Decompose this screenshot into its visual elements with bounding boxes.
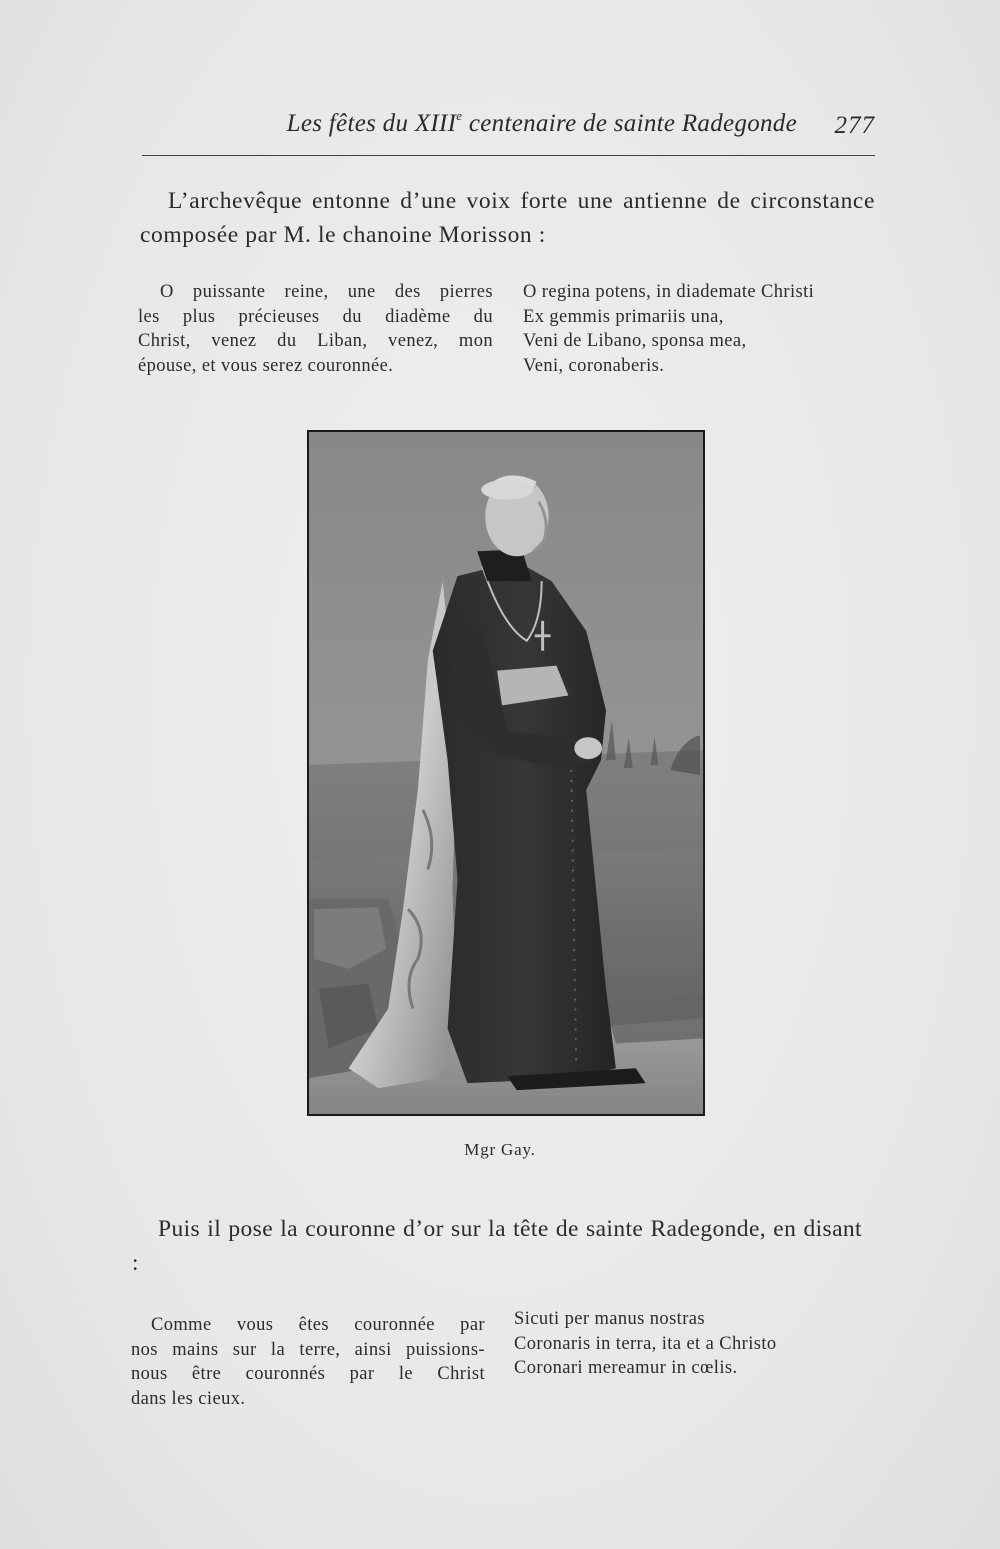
paragraph-intro: L’archevêque entonne d’une voix forte une antienne de circonstance composée par M. le chanoine Morisson : bbox=[140, 188, 875, 248]
text-line: Sicuti per manus nostras bbox=[514, 1309, 705, 1329]
page-number: 277 bbox=[834, 112, 875, 139]
antiphon-2-french bbox=[131, 1313, 485, 1411]
text-line: Veni, coronaberis. bbox=[523, 355, 665, 376]
header-rule bbox=[142, 155, 875, 156]
paragraph-crowning: Puis il pose la couronne d’or sur la tête de sainte Radegonde, en disant : bbox=[132, 1216, 862, 1276]
running-title: Les fêtes du XIIIe centenaire de sainte Radegonde bbox=[286, 108, 797, 137]
figure-caption: Mgr Gay. bbox=[464, 1140, 536, 1159]
text-line: épouse, et vous serez couronnée. bbox=[138, 355, 394, 376]
text-line: O regina potens, in diademate Christi bbox=[523, 282, 815, 302]
antiphon-1-latin bbox=[523, 280, 878, 378]
text-line: Comme vous êtes couronnée par bbox=[151, 1315, 485, 1335]
antiphon-2-latin bbox=[514, 1307, 854, 1381]
text-line: nous être couronnés par le Christ bbox=[131, 1364, 485, 1384]
text-line: les plus précieuses du diadème du bbox=[138, 306, 493, 327]
portrait-photograph bbox=[307, 430, 705, 1116]
text-line: Veni de Libano, sponsa mea, bbox=[523, 331, 747, 351]
antiphon-1-french bbox=[138, 280, 493, 378]
text-line: nos mains sur la terre, ainsi puissions- bbox=[131, 1339, 485, 1360]
text-line: Coronaris in terra, ita et a Christo bbox=[514, 1333, 777, 1354]
text-line: O puissante reine, une des pierres bbox=[160, 282, 493, 302]
text-line: dans les cieux. bbox=[131, 1388, 246, 1409]
text-line: Christ, venez du Liban, venez, mon bbox=[138, 331, 493, 351]
text-line: Ex gemmis primariis una, bbox=[523, 306, 724, 327]
running-header bbox=[142, 104, 875, 144]
portrait-image bbox=[309, 432, 703, 1114]
text-line: Coronari mereamur in cœlis. bbox=[514, 1358, 738, 1378]
